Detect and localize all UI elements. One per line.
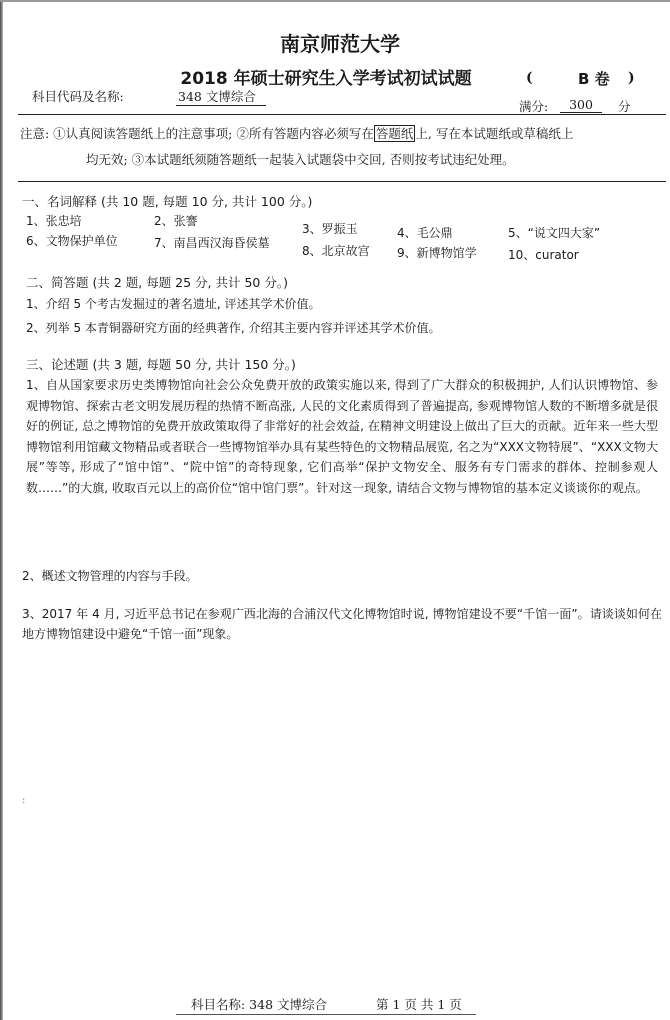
notice-line-1-prefix: 注意: ①认真阅读答题纸上的注意事项; ②所有答题内容必须写在 (20, 126, 374, 141)
full-score-label: 满分: (519, 99, 549, 114)
term-10: 10、curator (508, 248, 579, 262)
subject-code-value: 348 文博综合 (176, 87, 266, 106)
exam-title: 2018 年硕士研究生入学考试初试试题 (180, 69, 472, 89)
exam-page (16, 0, 664, 1020)
scan-edge (0, 0, 3, 1020)
footer-subject: 科目名称: 348 文博综合 (191, 997, 328, 1012)
term-1: 1、张忠培 (26, 214, 82, 228)
section-1-heading: 一、名词解释 (共 10 题, 每题 10 分, 共计 100 分。) (22, 194, 313, 209)
term-5: 5、“说文四大家” (508, 226, 601, 240)
term-8: 8、北京故宫 (302, 244, 370, 258)
term-6: 6、文物保护单位 (26, 234, 118, 248)
university-name: 南京师范大学 (280, 32, 400, 56)
notice-line-2: 均无效; ③本试题纸须随答题纸一起装入试题袋中交回, 否则按考试违纪处理。 (86, 152, 515, 167)
essay-question-1: 1、自从国家要求历史类博物馆向社会公众免费开放的政策实施以来, 得到了广大群众的积极拥护, 人们认识博物馆、参观博物馆、探索古老文明发展历程的热情不断高涨, 人民的文化素质得到了普遍提高, 参观博物馆人数的不断增多就是很好的例证, 总之博物馆的免费开放政策取得了非常好的社会效益, 在精神文明建设上做出了巨大的贡献。近年来一些大型博物馆利用馆藏文物精品或者联合一些博物馆举办具有某些特色的文物精品展览, 名之为“XXX文物特展”、“XXX文物大展”等等, 形成了“馆中馆”、“院中馆”的奇特现象, 它们高举“保护文物安全、服务有专门需求的群体、控制参观人数……”的大旗, 收取百元以上的高价位“馆中馆门票”。针对这一现象, 请结合文物与博物馆的基本定义谈谈你的观点。 (26, 378, 658, 495)
footer-rule (176, 1014, 476, 1015)
essay-question-3: 3、2017 年 4 月, 习近平总书记在参观广西北海的合浦汉代文化博物馆时说, 博物馆建设不要“千馆一面”。请谈谈如何在地方博物馆建设中避免“千馆一面”现象。 (22, 607, 662, 641)
margin-mark: : (22, 795, 26, 806)
term-7: 7、南昌西汉海昏侯墓 (154, 236, 270, 250)
answer-sheet-boxed: 答题纸 (375, 126, 414, 141)
short-answer-1: 1、介绍 5 个考古发掘过的著名遗址, 评述其学术价值。 (26, 297, 321, 311)
term-3: 3、罗振玉 (302, 222, 358, 236)
term-4: 4、毛公鼎 (397, 226, 453, 240)
notice-line-1 (20, 124, 573, 142)
section-3-heading: 三、论述题 (共 3 题, 每题 50 分, 共计 150 分。) (26, 357, 296, 372)
subject-code-label: 科目代码及名称: (32, 89, 124, 104)
section-2-heading: 二、简答题 (共 2 题, 每题 25 分, 共计 50 分。) (26, 275, 288, 290)
footer-page-number: 第 1 页 共 1 页 (376, 997, 462, 1012)
short-answer-2: 2、列举 5 本青铜器研究方面的经典著作, 介绍其主要内容并评述其学术价值。 (26, 321, 441, 335)
essay-question-2: 2、概述文物管理的内容与手段。 (22, 569, 198, 583)
notice-line-1-suffix: 上, 写在本试题纸或草稿纸上 (415, 126, 574, 141)
paper-volume: B 卷 (578, 70, 610, 88)
volume-paren-close: ) (628, 70, 635, 86)
full-score-value: 300 (560, 97, 602, 113)
full-score-unit: 分 (618, 99, 631, 114)
term-9: 9、新博物馆学 (397, 246, 477, 260)
term-2: 2、张謇 (154, 214, 198, 228)
volume-paren-open: ( (526, 70, 533, 86)
